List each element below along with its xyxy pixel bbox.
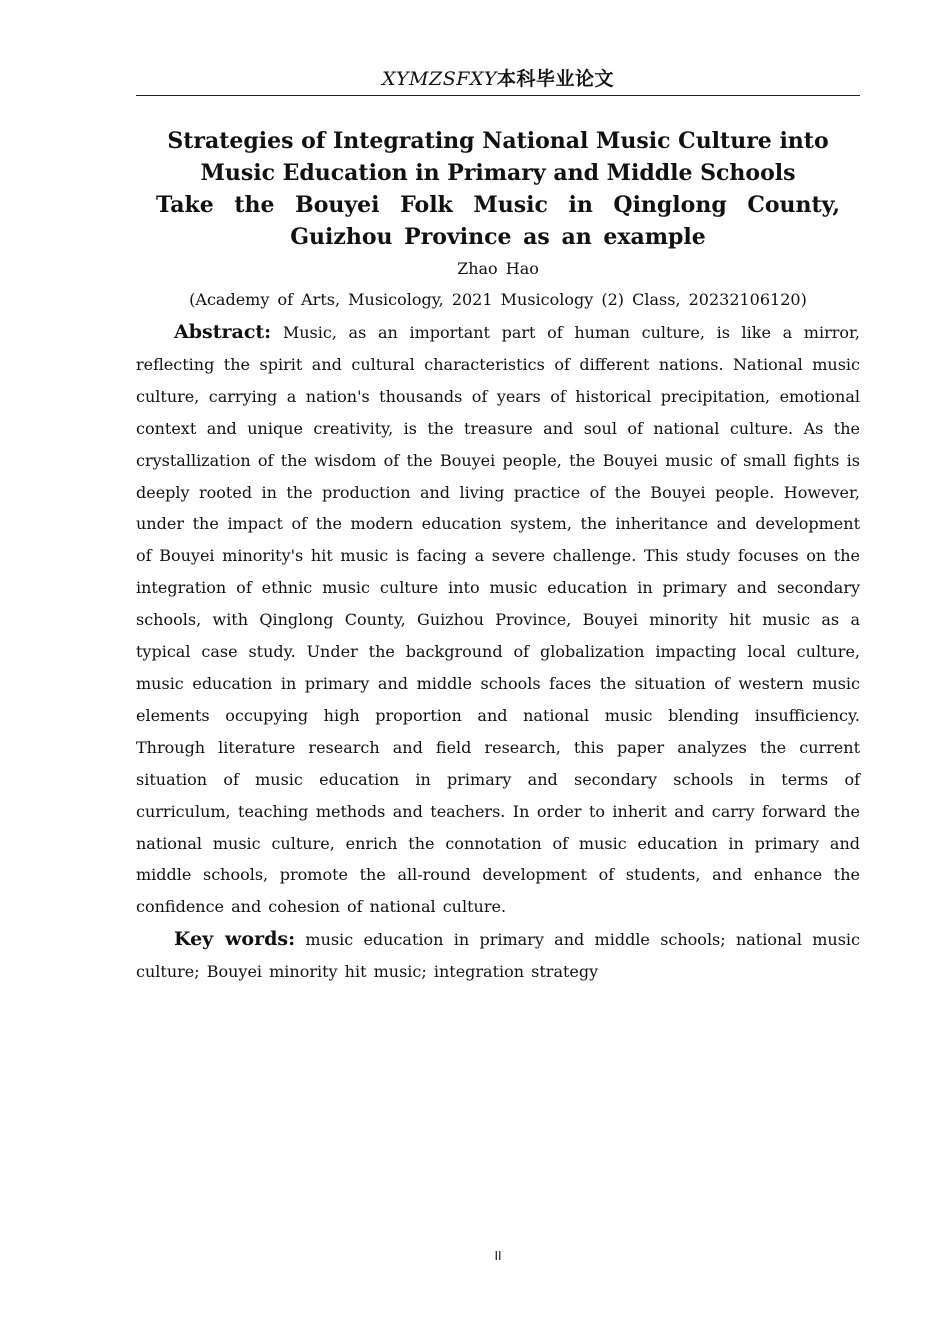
running-header <box>136 66 860 92</box>
author-affiliation: (Academy of Arts, Musicology, 2021 Musicology (2) Class, 20232106120) <box>189 290 807 309</box>
abstract-text: Music, as an important part of human culture, is like a mirror, reflecting the spirit and cultural characteristics of different nations. National music culture, carrying a nation's thousands of years of historical precipitation, emotional context and unique creativity, is the treasure and soul of national culture. As the crystallization of the wisdom of the Bouyei people, the Bouyei music of small fights is deeply rooted in the production and living practice of the Bouyei people. However, under the impact of the modern education system, the inheritance and development of Bouyei minority's hit music is facing a severe challenge. This study focuses on the integration of ethnic music culture into music education in primary and secondary schools, with Qinglong County, Guizhou Province, Bouyei minority hit music as a typical case study. Under the background of globalization impacting local culture, music education in primary and middle schools faces the situation of western music elements occupying high proportion and national music blending insufficiency. Through literature research and field research, this paper analyzes the current situation of music education in primary and secondary schools in terms of curriculum, teaching methods and teachers. In order to inherit and carry forward the national music culture, enrich the connotation of music education in primary and middle schools, promote the all-round development of students, and enhance the confidence and cohesion of national culture. <box>136 323 860 917</box>
header-thesis-label: 本科毕业论文 <box>496 68 614 90</box>
header-school-code: XYMZSFXY <box>381 68 497 90</box>
title-block <box>136 125 860 253</box>
keywords-label: Key words: <box>174 928 296 950</box>
document-page <box>136 0 860 1344</box>
header-rule <box>136 95 860 96</box>
thesis-title: Strategies of Integrating National Music Culture into Music Education in Primary and Middle Schools <box>167 128 829 186</box>
thesis-subtitle: Take the Bouyei Folk Music in Qinglong County, Guizhou Province as an example <box>156 192 840 250</box>
keywords-text: music education in primary and middle schools; national music culture; Bouyei minority hit music; integration strategy <box>136 930 861 981</box>
abstract-paragraph <box>136 317 860 923</box>
keywords-paragraph <box>136 924 860 988</box>
page-number: II <box>494 1249 502 1263</box>
author-name: Zhao Hao <box>457 259 539 278</box>
abstract-label: Abstract: <box>174 321 272 343</box>
